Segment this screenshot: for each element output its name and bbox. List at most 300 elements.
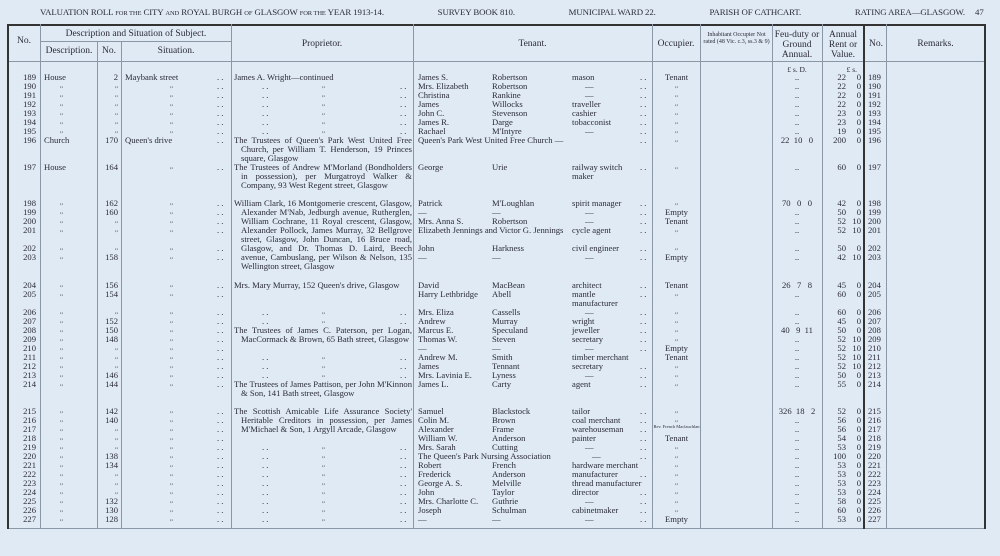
col-header-feu-duty: Feu-duty or Ground Annual. bbox=[774, 30, 820, 60]
col-divider bbox=[700, 24, 701, 529]
dots-mark: . . bbox=[640, 198, 647, 208]
description: ,, bbox=[60, 291, 63, 297]
dots-mark: . . bbox=[640, 81, 647, 91]
situation: ,, bbox=[170, 381, 173, 387]
entry-number-right: 200 bbox=[868, 216, 881, 226]
street-number: 134 bbox=[105, 460, 118, 470]
feu-duty: .. bbox=[794, 514, 800, 524]
dots-mark: . . bbox=[640, 514, 647, 524]
street-number: 128 bbox=[105, 514, 118, 524]
dots-mark: . . bbox=[640, 289, 647, 299]
tenant-occupation: — bbox=[585, 216, 594, 226]
rent-shillings: 0 bbox=[856, 415, 861, 425]
col-header-inhabitant: Inhabitant Occupier Not rated (48 Vic. c.3, ss.3 & 9) bbox=[703, 32, 770, 45]
feu-duty: .. bbox=[794, 117, 800, 127]
dots-mark: . . bbox=[400, 514, 407, 524]
rent-pounds: 56 bbox=[837, 415, 846, 425]
entry-number-right: 194 bbox=[868, 117, 881, 127]
table-bottom-border bbox=[7, 528, 986, 529]
dots-mark: . . bbox=[217, 334, 224, 344]
situation: ,, bbox=[170, 489, 173, 495]
entry-number-right: 223 bbox=[868, 478, 881, 488]
dots-mark: . . bbox=[640, 225, 647, 235]
occupier: ,, bbox=[675, 227, 678, 233]
street-number: ,, bbox=[115, 435, 118, 441]
rent-pounds: 50 bbox=[837, 207, 846, 217]
description: ,, bbox=[60, 200, 63, 206]
dots-mark: . . bbox=[217, 469, 224, 479]
entry-number-right: 202 bbox=[868, 243, 881, 253]
dots-mark: . . bbox=[640, 135, 647, 145]
entry-number-right: 195 bbox=[868, 126, 881, 136]
dots-mark: . . bbox=[217, 316, 224, 326]
street-number: 150 bbox=[105, 325, 118, 335]
dots-mark: . . bbox=[217, 352, 224, 362]
dots-mark: . . bbox=[400, 451, 407, 461]
description: ,, bbox=[60, 516, 63, 522]
feu-duty: .. bbox=[794, 460, 800, 470]
occupier: ,, bbox=[675, 381, 678, 387]
ditto-mark: ,, bbox=[322, 101, 325, 107]
description: ,, bbox=[60, 309, 63, 315]
entry-number-right: 207 bbox=[868, 316, 881, 326]
dots-mark: . . bbox=[640, 370, 647, 380]
rent-shillings: 0 bbox=[856, 514, 861, 524]
entry-number: 218 bbox=[23, 433, 36, 443]
tenant-surname: Steven bbox=[492, 334, 516, 344]
dots-mark: . . bbox=[217, 415, 224, 425]
description: ,, bbox=[60, 489, 63, 495]
col-header-situation: Situation. bbox=[157, 46, 195, 56]
tenant-first-name: — bbox=[418, 514, 427, 524]
rent-shillings: 10 bbox=[852, 343, 861, 353]
tenant-occupation: wright bbox=[572, 316, 595, 326]
dots-mark: . . bbox=[217, 307, 224, 317]
situation: ,, bbox=[170, 507, 173, 513]
ditto-mark: ,, bbox=[322, 516, 325, 522]
tenant-first-name: William W. bbox=[418, 433, 458, 443]
situation: ,, bbox=[170, 318, 173, 324]
feu-duty: 22 10 0 bbox=[780, 135, 814, 145]
rent-pounds: 60 bbox=[837, 505, 846, 515]
ditto-mark: ,, bbox=[322, 309, 325, 315]
dots-mark: . . bbox=[217, 289, 224, 299]
rent-shillings: 0 bbox=[856, 460, 861, 470]
rent-shillings: 0 bbox=[856, 307, 861, 317]
rent-pounds: 52 bbox=[837, 225, 846, 235]
feu-duty: .. bbox=[794, 361, 800, 371]
col-header-occupier: Occupier. bbox=[657, 39, 695, 49]
feu-duty: .. bbox=[794, 487, 800, 497]
description: ,, bbox=[60, 336, 63, 342]
dots-mark: . . bbox=[262, 487, 269, 497]
street-number: ,, bbox=[115, 309, 118, 315]
dots-mark: . . bbox=[400, 117, 407, 127]
rent-shillings: 0 bbox=[856, 469, 861, 479]
street-number: 130 bbox=[105, 505, 118, 515]
entry-number: 213 bbox=[23, 370, 36, 380]
parish: PARISH OF CATHCART. bbox=[709, 7, 802, 17]
description: ,, bbox=[60, 372, 63, 378]
entry-number: 205 bbox=[23, 289, 36, 299]
dots-mark: . . bbox=[217, 99, 224, 109]
tenant-surname: Brown bbox=[492, 415, 516, 425]
description: ,, bbox=[60, 245, 63, 251]
dots-mark: . . bbox=[640, 72, 647, 82]
rent-shillings: 0 bbox=[856, 126, 861, 136]
description: ,, bbox=[60, 363, 63, 369]
description: Church bbox=[44, 135, 70, 145]
situation: ,, bbox=[170, 345, 173, 351]
dots-mark: . . bbox=[217, 252, 224, 262]
rent-pounds: 58 bbox=[837, 496, 846, 506]
entry-number: 221 bbox=[23, 460, 36, 470]
dots-mark: . . bbox=[640, 424, 647, 434]
situation: Queen's drive bbox=[125, 135, 173, 145]
rent-shillings: 0 bbox=[856, 316, 861, 326]
proprietor-entry: The Scottish Amicable Life Assurance Society' Heritable Creditors in possession, per James M'Michael & Son, 1 Argyll Arcade, Glasgow bbox=[234, 406, 412, 434]
situation: ,, bbox=[170, 480, 173, 486]
rating-area: RATING AREA—GLASGOW. bbox=[854, 7, 965, 17]
street-number: 170 bbox=[105, 135, 118, 145]
tenant-surname: Harkness bbox=[492, 243, 524, 253]
entry-number: 193 bbox=[23, 108, 36, 118]
situation: ,, bbox=[170, 128, 173, 134]
dots-mark: . . bbox=[400, 442, 407, 452]
tenant-first-name: James S. bbox=[418, 72, 449, 82]
entry-number-right: 209 bbox=[868, 334, 881, 344]
occupier: ,, bbox=[675, 128, 678, 134]
tenant-surname: Murray bbox=[492, 316, 518, 326]
dots-mark: . . bbox=[217, 162, 224, 172]
tenant-surname: Smith bbox=[492, 352, 513, 362]
dots-mark: . . bbox=[262, 370, 269, 380]
rent-shillings: 0 bbox=[856, 496, 861, 506]
tenant-surname: MacBean bbox=[492, 280, 525, 290]
tenant-surname: Schulman bbox=[492, 505, 527, 515]
header-divider bbox=[7, 61, 986, 62]
col-header-tenant: Tenant. bbox=[518, 39, 547, 49]
dots-mark: . . bbox=[640, 451, 647, 461]
street-number: ,, bbox=[115, 245, 118, 251]
dots-mark: . . bbox=[217, 460, 224, 470]
description: ,, bbox=[60, 254, 63, 260]
table-top-border bbox=[7, 24, 986, 26]
dots-mark: . . bbox=[262, 478, 269, 488]
ditto-mark: ,, bbox=[322, 110, 325, 116]
occupier: ,, bbox=[675, 110, 678, 116]
title-text: FOR THE bbox=[115, 10, 142, 17]
dots-mark: . . bbox=[217, 487, 224, 497]
col-header-number: No. bbox=[102, 46, 116, 56]
entry-number: 203 bbox=[23, 252, 36, 262]
tenant-first-name: Mrs. Charlotte C. bbox=[418, 496, 479, 506]
dots-mark: . . bbox=[217, 207, 224, 217]
occupier: ,, bbox=[675, 245, 678, 251]
dots-mark: . . bbox=[262, 442, 269, 452]
rent-shillings: 0 bbox=[856, 108, 861, 118]
feu-duty: .. bbox=[794, 343, 800, 353]
col-divider-thick bbox=[863, 24, 865, 529]
situation: ,, bbox=[170, 516, 173, 522]
tenant-surname: Carty bbox=[492, 379, 512, 389]
col-header-no: No. bbox=[17, 36, 31, 46]
situation: ,, bbox=[170, 462, 173, 468]
tenant-first-name: Mrs. Sarah bbox=[418, 442, 456, 452]
subheader-divider bbox=[41, 41, 231, 42]
tenant-first-name: Harry Lethbridge bbox=[418, 289, 478, 299]
occupier: ,, bbox=[675, 471, 678, 477]
rent-pounds: 22 bbox=[837, 90, 846, 100]
dots-mark: . . bbox=[217, 225, 224, 235]
tenant-first-name: Mrs. Lavinia E. bbox=[418, 370, 472, 380]
occupier: Empty bbox=[665, 207, 688, 217]
street-number: 154 bbox=[105, 289, 118, 299]
street-number: ,, bbox=[115, 363, 118, 369]
street-number: ,, bbox=[115, 345, 118, 351]
occupier: ,, bbox=[675, 137, 678, 143]
street-number: ,, bbox=[115, 218, 118, 224]
dots-mark: . . bbox=[217, 81, 224, 91]
occupier: ,, bbox=[675, 408, 678, 414]
situation: ,, bbox=[170, 164, 173, 170]
dots-mark: . . bbox=[217, 361, 224, 371]
feu-duty: .. bbox=[794, 451, 800, 461]
dots-mark: . . bbox=[640, 406, 647, 416]
tenant-occupation: — bbox=[585, 343, 594, 353]
entry-number: 212 bbox=[23, 361, 36, 371]
feu-duty: .. bbox=[794, 108, 800, 118]
tenant-surname: Blackstock bbox=[492, 406, 531, 416]
entry-number: 209 bbox=[23, 334, 36, 344]
tenant-occupation: — bbox=[585, 126, 594, 136]
entry-number: 225 bbox=[23, 496, 36, 506]
rent-shillings: 0 bbox=[856, 198, 861, 208]
rent-pounds: 53 bbox=[837, 442, 846, 452]
tenant-first-name: Thomas W. bbox=[418, 334, 458, 344]
rent-pounds: 53 bbox=[837, 460, 846, 470]
entry-number-right: 215 bbox=[868, 406, 881, 416]
rent-pounds: 52 bbox=[837, 406, 846, 416]
col-header-proprietor: Proprietor. bbox=[301, 39, 343, 49]
street-number: 162 bbox=[105, 198, 118, 208]
entry-number-right: 190 bbox=[868, 81, 881, 91]
situation: ,, bbox=[170, 200, 173, 206]
entry-number: 210 bbox=[23, 343, 36, 353]
rent-units: £ s. bbox=[846, 65, 857, 74]
situation: ,, bbox=[170, 254, 173, 260]
entry-number: 201 bbox=[23, 225, 36, 235]
entry-number-right: 193 bbox=[868, 108, 881, 118]
street-number: 152 bbox=[105, 316, 118, 326]
rent-shillings: 0 bbox=[856, 289, 861, 299]
occupier: ,, bbox=[675, 164, 678, 170]
feu-duty: .. bbox=[794, 307, 800, 317]
dots-mark: . . bbox=[262, 126, 269, 136]
situation: Maybank street bbox=[125, 72, 179, 82]
dots-mark: . . bbox=[217, 451, 224, 461]
dots-mark: . . bbox=[217, 90, 224, 100]
tenant-surname: Abell bbox=[492, 289, 512, 299]
dots-mark: . . bbox=[400, 478, 407, 488]
entry-number-right: 222 bbox=[868, 469, 881, 479]
description: ,, bbox=[60, 417, 63, 423]
tenant-first-name: Mrs. Anna S. bbox=[418, 216, 464, 226]
entry-number: 192 bbox=[23, 99, 36, 109]
dots-mark: . . bbox=[262, 90, 269, 100]
dots-mark: . . bbox=[217, 424, 224, 434]
tenant-occupation: — bbox=[585, 307, 594, 317]
tenant-surname: Urie bbox=[492, 162, 508, 172]
rent-pounds: 52 bbox=[837, 352, 846, 362]
situation: ,, bbox=[170, 218, 173, 224]
occupier: ,, bbox=[675, 462, 678, 468]
entry-number: 216 bbox=[23, 415, 36, 425]
situation: ,, bbox=[170, 444, 173, 450]
situation: ,, bbox=[170, 426, 173, 432]
feu-duty: .. bbox=[794, 207, 800, 217]
dots-mark: . . bbox=[400, 505, 407, 515]
description: House bbox=[44, 162, 66, 172]
tenant-occupation: — bbox=[585, 81, 594, 91]
dots-mark: . . bbox=[640, 316, 647, 326]
entry-number-right: 226 bbox=[868, 505, 881, 515]
feu-duty: .. bbox=[794, 316, 800, 326]
proprietor-entry: The Trustees of Queen's Park West United Free Church, per William T. Henderson, 19 Princes square, Glasgow bbox=[234, 135, 412, 163]
occupier: ,, bbox=[675, 444, 678, 450]
tenant-first-name: Mrs. Eliza bbox=[418, 307, 454, 317]
situation: ,, bbox=[170, 245, 173, 251]
proprietor-entry: William Clark, 16 Montgomerie crescent, Glasgow, Alexander M'Nab, Jedburgh avenue, Rutherglen, William Cochrane, 11 Royal crescent, Glasgow, Alexander Pollock, James Murray, 32 Bellgrove street, Glasgow, John Duncan, 16 Bruce road, Glasgow, and Dr. Thomas D. Laird, Beech avenue, Cambuslang, per Wilson & Nelson, 135 Wellington street, Glasgow bbox=[234, 198, 412, 271]
dots-mark: . . bbox=[640, 496, 647, 506]
dots-mark: . . bbox=[640, 469, 647, 479]
dots-mark: . . bbox=[640, 162, 647, 172]
tenant-occupation: thread manufacturer bbox=[572, 478, 642, 488]
description: ,, bbox=[60, 345, 63, 351]
description: ,, bbox=[60, 507, 63, 513]
title-text: YEAR 1913-14. bbox=[327, 7, 384, 17]
entry-number-right: 210 bbox=[868, 343, 881, 353]
dots-mark: . . bbox=[217, 325, 224, 335]
col-divider bbox=[40, 24, 41, 529]
occupier: Rev. French Maclauchlan bbox=[653, 424, 700, 429]
entry-number-right: 196 bbox=[868, 135, 881, 145]
dots-mark: . . bbox=[262, 505, 269, 515]
dots-mark: . . bbox=[400, 460, 407, 470]
feu-duty: 26 7 8 bbox=[781, 280, 813, 290]
street-number: 132 bbox=[105, 496, 118, 506]
description: ,, bbox=[60, 209, 63, 215]
tenant-first-name: Elizabeth Jennings and Victor G. Jennings bbox=[418, 225, 564, 235]
feu-duty: .. bbox=[794, 370, 800, 380]
rent-pounds: 45 bbox=[837, 280, 846, 290]
tenant-surname: French bbox=[492, 460, 516, 470]
feu-duty: .. bbox=[794, 424, 800, 434]
dots-mark: . . bbox=[262, 316, 269, 326]
entry-number-right: 204 bbox=[868, 280, 881, 290]
tenant-occupation: secretary bbox=[572, 361, 604, 371]
rent-shillings: 0 bbox=[856, 90, 861, 100]
tenant-occupation: traveller bbox=[572, 99, 601, 109]
situation: ,, bbox=[170, 408, 173, 414]
entry-number-right: 219 bbox=[868, 442, 881, 452]
dots-mark: . . bbox=[217, 433, 224, 443]
rent-shillings: 0 bbox=[856, 280, 861, 290]
street-number: 158 bbox=[105, 252, 118, 262]
tenant-first-name: Rachael bbox=[418, 126, 446, 136]
rent-pounds: 50 bbox=[837, 243, 846, 253]
dots-mark: . . bbox=[262, 451, 269, 461]
feu-duty: .. bbox=[794, 225, 800, 235]
street-number: ,, bbox=[115, 128, 118, 134]
street-number: ,, bbox=[115, 471, 118, 477]
tenant-first-name: Marcus E. bbox=[418, 325, 454, 335]
dots-mark: . . bbox=[400, 108, 407, 118]
tenant-occupation: jeweller bbox=[572, 325, 600, 335]
right-border bbox=[984, 24, 986, 529]
tenant-surname: Stevenson bbox=[492, 108, 528, 118]
col-header-no-right: No. bbox=[869, 39, 883, 49]
rent-shillings: 0 bbox=[856, 379, 861, 389]
dots-mark: . . bbox=[217, 243, 224, 253]
feu-duty: .. bbox=[794, 243, 800, 253]
rent-pounds: 22 bbox=[837, 81, 846, 91]
entry-number-right: 225 bbox=[868, 496, 881, 506]
tenant-surname: Cutting bbox=[492, 442, 518, 452]
situation: ,, bbox=[170, 327, 173, 333]
rent-pounds: 52 bbox=[837, 334, 846, 344]
tenant-first-name: Joseph bbox=[418, 505, 442, 515]
ditto-mark: ,, bbox=[322, 83, 325, 89]
dots-mark: . . bbox=[217, 442, 224, 452]
entry-number: 199 bbox=[23, 207, 36, 217]
tenant-surname: Anderson bbox=[492, 433, 526, 443]
description: ,, bbox=[60, 480, 63, 486]
occupier: Empty bbox=[665, 343, 688, 353]
rent-pounds: 53 bbox=[837, 469, 846, 479]
title-main bbox=[40, 7, 384, 17]
description: ,, bbox=[60, 426, 63, 432]
situation: ,, bbox=[170, 227, 173, 233]
ditto-mark: ,, bbox=[322, 444, 325, 450]
description: ,, bbox=[60, 282, 63, 288]
feu-duty: .. bbox=[794, 352, 800, 362]
tenant-surname: M'Intyre bbox=[492, 126, 522, 136]
tenant-first-name: The Queen's Park Nursing Association bbox=[418, 451, 551, 461]
street-number: ,, bbox=[115, 101, 118, 107]
dots-mark: . . bbox=[262, 460, 269, 470]
dots-mark: . . bbox=[262, 469, 269, 479]
occupier: ,, bbox=[675, 417, 678, 423]
proprietor-entry: The Trustees of Andrew M'Morland (Bondholders in possession), per Murgatroyd Walker & Company, 93 West Regent street, Glasgow bbox=[234, 162, 412, 190]
dots-mark: . . bbox=[640, 117, 647, 127]
entry-number-right: 191 bbox=[868, 90, 881, 100]
rent-pounds: 53 bbox=[837, 478, 846, 488]
dots-mark: . . bbox=[217, 108, 224, 118]
entry-number-right: 205 bbox=[868, 289, 881, 299]
entry-number-right: 214 bbox=[868, 379, 881, 389]
feu-duty: .. bbox=[794, 162, 800, 172]
tenant-first-name: Colin M. bbox=[418, 415, 450, 425]
ditto-mark: ,, bbox=[322, 119, 325, 125]
situation: ,, bbox=[170, 282, 173, 288]
dots-mark: . . bbox=[217, 126, 224, 136]
rent-shillings: 0 bbox=[856, 135, 861, 145]
entry-number-right: 218 bbox=[868, 433, 881, 443]
dots-mark: . . bbox=[400, 370, 407, 380]
ditto-mark: ,, bbox=[322, 92, 325, 98]
proprietor-entry: James A. Wright—continued bbox=[234, 72, 334, 82]
